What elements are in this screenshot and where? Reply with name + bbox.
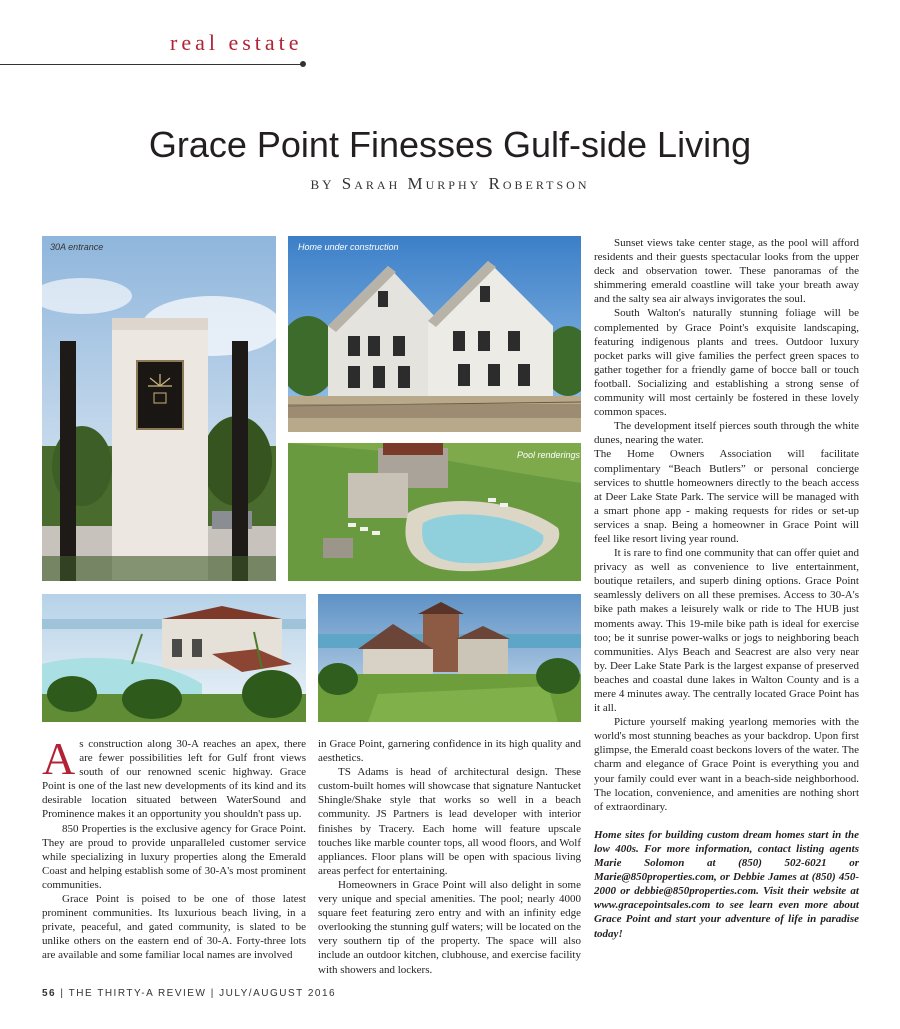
- paragraph: TS Adams is head of architectural design. These custom-built homes will showcase that signature Nantucket Shingle/Shake style that works so well in a beach community. JS Partners is lead developer with interior finishes by Tracery. Each home will feature upscale touches like marble counter tops, all wood floors, and Wolf appliances. Floor plans will be open with spacious living areas perfect for entertaining.: [318, 766, 581, 877]
- caption-entrance: 30A entrance: [50, 242, 104, 252]
- paragraph: Picture yourself making yearlong memories with the world's most stunning beaches as your backdrop. Upon first glimpse, the Emerald coast beckons lovers of the water. The charm and elegance of Grace Point is everything you and your family could ever want in a beach-side neighborhood. The location, convenience, and amenities are nothing short of extraordinary.: [594, 716, 859, 813]
- paragraph: South Walton's naturally stunning foliage will be complemented by Grace Point's exquisite landscaping, featuring indigenous plants and trees. Outdoor luxury pocket parks will give families the perfect green spaces to gather together for a friendly game of bocce ball or touch football. Socializing and establishing a strong sense of community will most certainly be fostered in these lovely common spaces.: [594, 307, 859, 419]
- byline: [0, 174, 900, 194]
- paragraph: The development itself pierces south through the white dunes, nearing the water.: [594, 420, 859, 447]
- issue-date: JULY/AUGUST 2016: [219, 988, 337, 999]
- page-number: 56: [42, 988, 57, 999]
- article-column-2: [318, 737, 581, 977]
- photo-entrance-sign: [42, 236, 276, 581]
- paragraph: It is rare to find one community that can offer quiet and privacy as well as convenience to live entertainment, boutique retailers, and superb dining options. Grace Point seamlessly delivers on all these premises. Access to 30-A's bike path makes a leisurely walk or ride to The HUB just moments away. This 19-mile bike path is ideal for exercise too; be it sunrise power-walks or jogs to neighboring beach communities. Alys Beach and Seacrest are also very near by. Deer Lake State Park is the largest expanse of preserved beaches and coastal dune lakes in Walton County and is a mere 4 minutes away. The centrally located Grace Point has it all.: [594, 547, 859, 715]
- footer-separator: |: [210, 988, 215, 999]
- paragraph: in Grace Point, garnering confidence in its high quality and aesthetics.: [318, 738, 581, 765]
- section-label: real estate: [170, 30, 303, 55]
- paragraph: Grace Point is poised to be one of those latest prominent communities. Its luxurious beach living, in a private, peaceful, and gated community, is slated to be unlike others on the eastern end of 30-A. Forty-three lots are available and some familiar local names are involved: [42, 893, 306, 962]
- byline-prefix: BY: [310, 177, 335, 192]
- photo-pool-rendering-clubhouse: [42, 594, 306, 722]
- section-rule: [0, 64, 302, 65]
- footer-separator: |: [60, 988, 65, 999]
- photo-pool-rendering-aerial: [288, 443, 581, 581]
- article-column-3: [594, 236, 859, 941]
- page-footer: [42, 988, 336, 999]
- article-column-1: [42, 733, 306, 963]
- paragraph: Homeowners in Grace Point will also delight in some very unique and special amenities. The pool; nearly 4000 square feet featuring zero entry and with an infinity edge overlooking the stunning gulf waters; will be located on the very southern tip of the property. The space will also include an outdoor kitchen, clubhouse, and exercise facility with showers and lockers.: [318, 878, 581, 976]
- paragraph: The Home Owners Association will facilitate complimentary “Beach Butlers” or personal concierge services to shuttle homeowners directly to the beach access at Deer Lake State Park. The service will be managed with a smart phone app - making requests for rides or set-up services a snap. Being a homeowner in Grace Point will feel like resort living year round.: [594, 448, 859, 545]
- photo-home-construction: [288, 236, 581, 432]
- contact-paragraph: Home sites for building custom dream homes start in the low 400s. For more information, contact listing agents Marie Solomon at (850) 502-6021 or Marie@850properties.com, or Debbie James at (850) 450-2000 or debbie@850properties.com. Visit their website at www.gracepointsales.com to see learn even more about Grace Point and start your adventure of life in paradise today!: [594, 828, 859, 940]
- paragraph: 850 Properties is the exclusive agency for Grace Point. They are proud to provide unparalleled customer service while specializing in luxury properties along the Emerald Coast and helping establish some of 30-A's most prominent communities.: [42, 822, 306, 891]
- article-headline: Grace Point Finesses Gulf-side Living: [148, 124, 752, 165]
- publication-name: THE THIRTY-A REVIEW: [68, 988, 207, 999]
- section-rule-dot: [300, 61, 306, 67]
- drop-cap: A: [42, 733, 76, 784]
- paragraph: Sunset views take center stage, as the pool will afford residents and their guests spectacular looks from the upper deck and observation tower. These panoramas of the shimmering emerald coastline will take your breath away and the salty sea air always invigorates the soul.: [594, 237, 859, 306]
- byline-author: Sarah Murphy Robertson: [341, 174, 590, 193]
- paragraph: s construction along 30-A reaches an apex, there are fewer possibilities left for Gulf front views south of our renowned scenic highway. Grace Point is one of the last new developments of its kind and its desirable location situated between WaterSound and Prominence makes it an opportunity you shouldn't pass up.: [42, 738, 306, 821]
- photo-pool-rendering-tower: [318, 594, 581, 722]
- caption-construction: Home under construction: [298, 242, 399, 252]
- caption-pool: Pool renderings: [517, 450, 581, 460]
